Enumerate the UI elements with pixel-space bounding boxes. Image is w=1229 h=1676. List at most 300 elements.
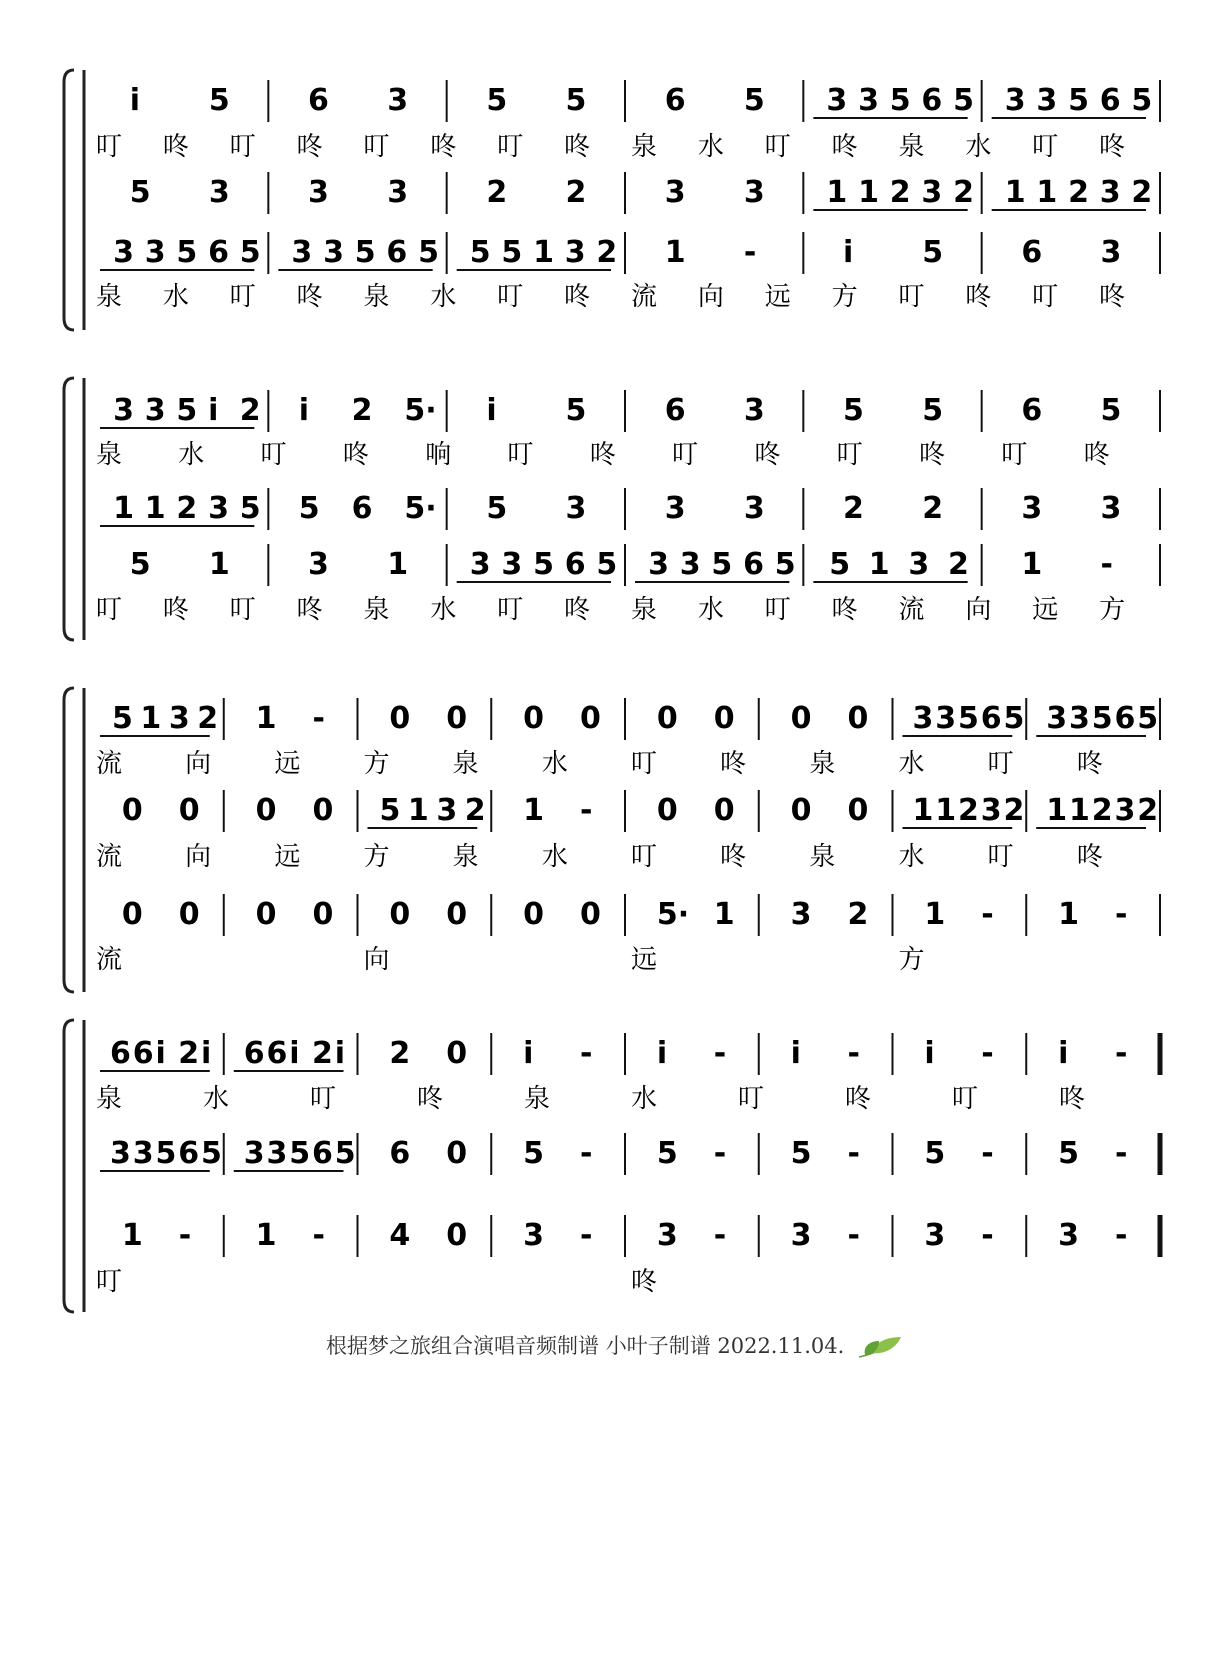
- note: 5·: [656, 897, 690, 932]
- note: -: [178, 1218, 192, 1253]
- note: 0: [847, 701, 869, 736]
- note: 5: [957, 701, 979, 736]
- lyric-char: 咚: [162, 595, 189, 625]
- note: 0: [656, 793, 678, 828]
- note: 5: [523, 1136, 545, 1171]
- note: 1: [113, 491, 134, 526]
- note: 1: [144, 491, 166, 526]
- note: 6: [921, 83, 943, 118]
- note: -: [847, 1036, 860, 1071]
- lyric-char: 咚: [564, 132, 591, 162]
- note: 1: [1004, 175, 1026, 210]
- lyric-char: 向: [185, 842, 212, 872]
- note: -: [847, 1136, 860, 1171]
- note: 2: [1091, 793, 1113, 828]
- lyric-char: 咚: [1059, 1084, 1086, 1114]
- lyric-char: 水: [898, 749, 925, 779]
- note: 0: [446, 701, 468, 736]
- note: 5: [922, 235, 944, 270]
- note: 3: [664, 175, 686, 210]
- note: 3: [113, 235, 134, 270]
- note: 5: [289, 1136, 311, 1171]
- note: 0: [847, 793, 869, 828]
- note: 0: [178, 793, 200, 828]
- note: 6: [1021, 393, 1043, 428]
- lyric-char: 方: [1099, 595, 1126, 625]
- note: 5: [418, 235, 439, 270]
- lyric-char: 泉: [96, 1084, 123, 1114]
- note: 2: [847, 897, 869, 932]
- note: i: [289, 1036, 300, 1071]
- note: -: [580, 1036, 593, 1071]
- note: 3: [743, 175, 765, 210]
- note: i: [155, 1036, 166, 1071]
- note: i: [523, 1036, 534, 1071]
- lyric-char: 流: [96, 945, 123, 975]
- note: 2: [351, 393, 373, 428]
- note: 2: [311, 1036, 333, 1071]
- lyric-char: 水: [541, 749, 568, 779]
- note: 3: [743, 393, 765, 428]
- note: 5: [924, 1136, 946, 1171]
- note: 5: [176, 235, 198, 270]
- lyric-char: 咚: [831, 132, 858, 162]
- note: 0: [255, 793, 277, 828]
- lyric-char: 水: [430, 282, 457, 312]
- note: 3: [501, 547, 523, 582]
- lyric-char: 叮: [363, 132, 390, 162]
- note: 1: [868, 547, 890, 582]
- note: 5: [298, 491, 320, 526]
- note: 2: [176, 491, 198, 526]
- note: 3: [935, 701, 957, 736]
- note: 0: [389, 701, 411, 736]
- note: -: [981, 897, 994, 932]
- note: 0: [713, 701, 735, 736]
- note: 3: [1036, 83, 1058, 118]
- note: 1: [1021, 547, 1043, 582]
- note: 5: [501, 235, 523, 270]
- note: 5: [176, 393, 198, 428]
- note: 0: [312, 897, 334, 932]
- note: 5: [1058, 1136, 1080, 1171]
- note: 2: [1131, 175, 1153, 210]
- note: 3: [1100, 491, 1122, 526]
- note: 6: [311, 1136, 333, 1171]
- note: 5: [354, 235, 376, 270]
- note: 5: [486, 491, 508, 526]
- lyric-char: 远: [274, 842, 301, 872]
- system-brace: [64, 378, 74, 640]
- note: 3: [308, 547, 329, 582]
- note: 3: [144, 393, 166, 428]
- lyric-char: 流: [96, 749, 123, 779]
- lyric-char: 咚: [589, 440, 616, 470]
- note: 1: [1058, 897, 1080, 932]
- note: 3: [564, 235, 586, 270]
- lyric-char: 流: [631, 282, 658, 312]
- note: 5: [208, 83, 230, 118]
- note: 5: [1003, 701, 1025, 736]
- lyric-char: 咚: [296, 595, 323, 625]
- note: 5: [743, 83, 765, 118]
- note: 1: [255, 1218, 277, 1253]
- note: 6: [980, 701, 1002, 736]
- note: 6: [1114, 701, 1136, 736]
- lyric-char: 叮: [229, 595, 256, 625]
- note: 3: [291, 235, 313, 270]
- note: i: [334, 1036, 346, 1071]
- lyric-char: 叮: [1001, 440, 1028, 470]
- note: 2: [239, 393, 261, 428]
- note: 1: [387, 547, 409, 582]
- note: 3: [208, 491, 229, 526]
- note: 3: [132, 1136, 154, 1171]
- note: 1: [208, 547, 230, 582]
- note: 6: [178, 1136, 200, 1171]
- note: 5: [953, 83, 974, 118]
- note: 2: [389, 1036, 411, 1071]
- note: 5: [565, 393, 587, 428]
- note: 3: [144, 235, 166, 270]
- lyric-char: 泉: [809, 749, 836, 779]
- lyric-char: 叮: [507, 440, 534, 470]
- note: 0: [255, 897, 277, 932]
- lyric-char: 水: [203, 1084, 230, 1114]
- note: 3: [523, 1218, 545, 1253]
- note: 0: [523, 897, 545, 932]
- note: 2: [1068, 175, 1089, 210]
- system-brace: [64, 1020, 74, 1312]
- note: 0: [121, 793, 143, 828]
- note: 5: [843, 393, 864, 428]
- note: 5: [200, 1136, 222, 1171]
- note: -: [713, 1036, 727, 1071]
- note: 6: [243, 1036, 265, 1071]
- lyric-char: 咚: [631, 1267, 658, 1297]
- note: 2: [889, 175, 911, 210]
- lyric-char: 咚: [1099, 132, 1126, 162]
- note: 2: [953, 175, 974, 210]
- note: 5: [711, 547, 733, 582]
- note: -: [312, 701, 325, 736]
- lyric-char: 咚: [1099, 282, 1126, 312]
- note: 1: [121, 1218, 143, 1253]
- note: 2: [957, 793, 979, 828]
- note: 6: [664, 393, 686, 428]
- note: 3: [679, 547, 701, 582]
- note: 5: [155, 1136, 177, 1171]
- lyric-char: 向: [965, 595, 992, 625]
- note: 5: [533, 547, 554, 582]
- note: 5: [469, 235, 491, 270]
- note: 4: [389, 1218, 411, 1253]
- note: 5: [656, 1136, 678, 1171]
- note: 3: [826, 83, 848, 118]
- note: 5·: [404, 491, 437, 526]
- lyric-char: 方: [898, 945, 925, 975]
- note: 3: [243, 1136, 265, 1171]
- note: -: [713, 1136, 727, 1171]
- lyric-char: 水: [965, 132, 992, 162]
- lyric-char: 咚: [564, 282, 591, 312]
- lyric-char: 水: [430, 595, 457, 625]
- lyric-char: 水: [541, 842, 568, 872]
- lyric-char: 叮: [836, 440, 863, 470]
- note: 3: [266, 1136, 288, 1171]
- note: 5: [790, 1136, 812, 1171]
- note: 0: [446, 1218, 468, 1253]
- note: 3: [168, 701, 190, 736]
- lyric-char: 泉: [452, 749, 479, 779]
- note: 0: [178, 897, 200, 932]
- note: 5·: [404, 393, 437, 428]
- note: 3: [1114, 793, 1136, 828]
- lyric-char: 方: [831, 282, 858, 312]
- lyric-char: 水: [697, 595, 724, 625]
- note: 5: [1068, 83, 1089, 118]
- note: 6: [132, 1036, 154, 1071]
- note: 6: [1099, 83, 1121, 118]
- note: 3: [1068, 701, 1090, 736]
- note: 5: [774, 547, 796, 582]
- note: 5: [596, 547, 618, 582]
- lyric-char: 叮: [987, 749, 1014, 779]
- lyric-char: 叮: [764, 132, 791, 162]
- note: -: [1100, 547, 1113, 582]
- note: 3: [656, 1218, 678, 1253]
- lyric-char: 泉: [96, 282, 123, 312]
- note: 5: [1137, 701, 1159, 736]
- lyric-char: 泉: [524, 1084, 551, 1114]
- note: 2: [1003, 793, 1025, 828]
- leaf-icon: [857, 1335, 903, 1361]
- note: 3: [387, 83, 409, 118]
- note: -: [580, 1136, 593, 1171]
- note: 6: [564, 547, 586, 582]
- note: 0: [580, 701, 601, 736]
- note: 2: [596, 235, 618, 270]
- lyric-char: 咚: [1076, 842, 1103, 872]
- lyric-char: 咚: [564, 595, 591, 625]
- note: 3: [308, 175, 329, 210]
- note: -: [1115, 1218, 1128, 1253]
- lyric-char: 向: [363, 945, 390, 975]
- note: -: [713, 1218, 727, 1253]
- lyric-char: 叮: [96, 132, 123, 162]
- note: 3: [387, 175, 409, 210]
- note: 6: [664, 83, 686, 118]
- note: 3: [208, 175, 230, 210]
- lyric-char: 叮: [96, 1267, 123, 1297]
- note: 1: [1046, 793, 1068, 828]
- note: 5: [334, 1136, 356, 1171]
- note: 6: [389, 1136, 411, 1171]
- lyric-char: 叮: [672, 440, 699, 470]
- note: 1: [912, 793, 934, 828]
- lyric-char: 叮: [497, 595, 524, 625]
- note: 3: [912, 701, 934, 736]
- footer: [0, 1330, 1229, 1361]
- lyric-char: 咚: [1083, 440, 1110, 470]
- note: 6: [109, 1036, 131, 1071]
- lyric-char: 咚: [296, 282, 323, 312]
- note: 3: [1058, 1218, 1080, 1253]
- note: -: [981, 1218, 994, 1253]
- note: 5: [239, 235, 261, 270]
- note: 2: [197, 701, 219, 736]
- note: 3: [1100, 235, 1122, 270]
- system-brace: [64, 70, 74, 330]
- lyric-char: 泉: [452, 842, 479, 872]
- lyric-char: 咚: [162, 132, 189, 162]
- note: 3: [323, 235, 344, 270]
- lyric-char: 叮: [631, 749, 658, 779]
- note: -: [847, 1218, 860, 1253]
- lyric-char: 叮: [497, 132, 524, 162]
- note: 2: [486, 175, 508, 210]
- note: 5: [1131, 83, 1153, 118]
- lyric-char: 咚: [720, 749, 747, 779]
- lyric-char: 流: [898, 595, 925, 625]
- lyric-char: 叮: [229, 132, 256, 162]
- note: 3: [924, 1218, 946, 1253]
- note: 6: [266, 1036, 288, 1071]
- note: 0: [446, 1036, 468, 1071]
- note: i: [656, 1036, 668, 1071]
- note: 5: [1100, 393, 1122, 428]
- note: 5: [829, 547, 851, 582]
- note: 5: [889, 83, 911, 118]
- note: 3: [1046, 701, 1068, 736]
- note: 2: [565, 175, 587, 210]
- lyric-char: 叮: [898, 282, 925, 312]
- system-brace: [64, 688, 74, 992]
- lyric-char: 水: [178, 440, 205, 470]
- note: 0: [656, 701, 678, 736]
- note: -: [580, 1218, 593, 1253]
- lyric-char: 咚: [919, 440, 946, 470]
- note: 0: [121, 897, 143, 932]
- note: 1: [523, 793, 545, 828]
- note: 6: [386, 235, 408, 270]
- note: 1: [713, 897, 735, 932]
- note: -: [1115, 1136, 1128, 1171]
- note: 6: [351, 491, 373, 526]
- note: 1: [826, 175, 848, 210]
- lyric-char: 咚: [296, 132, 323, 162]
- lyric-char: 叮: [1032, 132, 1059, 162]
- note: 5: [922, 393, 944, 428]
- lyric-char: 叮: [260, 440, 287, 470]
- note: 0: [523, 701, 545, 736]
- lyric-char: 咚: [720, 842, 747, 872]
- note: 3: [921, 175, 943, 210]
- lyric-char: 咚: [342, 440, 369, 470]
- lyric-char: 泉: [96, 440, 123, 470]
- note: i: [790, 1036, 801, 1071]
- note: i: [129, 83, 141, 118]
- lyric-char: 叮: [987, 842, 1014, 872]
- lyric-char: 咚: [965, 282, 992, 312]
- note: i: [208, 393, 219, 428]
- lyric-char: 叮: [96, 595, 123, 625]
- lyric-char: 咚: [831, 595, 858, 625]
- lyric-char: 远: [274, 749, 301, 779]
- lyric-char: 泉: [363, 595, 390, 625]
- note: -: [743, 235, 757, 270]
- note: 2: [178, 1036, 200, 1071]
- lyric-char: 水: [162, 282, 189, 312]
- note: 6: [208, 235, 229, 270]
- lyric-char: 叮: [310, 1084, 337, 1114]
- lyric-char: 叮: [738, 1084, 765, 1114]
- lyric-char: 水: [697, 132, 724, 162]
- note: 5: [129, 175, 151, 210]
- note: 0: [446, 897, 468, 932]
- note: 2: [922, 491, 944, 526]
- lyric-char: 泉: [363, 282, 390, 312]
- note: 5: [129, 547, 151, 582]
- note: 1: [407, 793, 429, 828]
- lyric-char: 叮: [229, 282, 256, 312]
- note: 5: [486, 83, 508, 118]
- note: 3: [858, 83, 879, 118]
- note: 0: [446, 1136, 468, 1171]
- note: 0: [790, 793, 812, 828]
- note: 3: [908, 547, 930, 582]
- lyric-char: 流: [96, 842, 123, 872]
- note: i: [924, 1036, 935, 1071]
- note: 3: [469, 547, 491, 582]
- note: 5: [111, 701, 133, 736]
- note: 1: [935, 793, 957, 828]
- lyric-char: 水: [898, 842, 925, 872]
- lyric-char: 泉: [631, 595, 658, 625]
- note: 1: [924, 897, 946, 932]
- note: 3: [790, 897, 812, 932]
- note: i: [843, 235, 854, 270]
- note: 5: [1091, 701, 1113, 736]
- lyric-char: 远: [631, 945, 658, 975]
- note: 0: [389, 897, 411, 932]
- note: 0: [580, 897, 601, 932]
- note: 1: [858, 175, 879, 210]
- note: 3: [1004, 83, 1026, 118]
- footer-credit-text: 根据梦之旅组合演唱音频制谱 小叶子制谱 2022.11.04.: [326, 1334, 845, 1358]
- note: 6: [308, 83, 329, 118]
- note: -: [1115, 897, 1128, 932]
- lyric-char: 咚: [417, 1084, 444, 1114]
- lyric-char: 泉: [631, 132, 658, 162]
- note: -: [312, 1218, 325, 1253]
- note: 1: [533, 235, 554, 270]
- note: 2: [843, 491, 864, 526]
- note: 5: [239, 491, 261, 526]
- note: 2: [464, 793, 486, 828]
- lyric-char: 咚: [754, 440, 781, 470]
- lyric-char: 向: [185, 749, 212, 779]
- note: 1: [255, 701, 277, 736]
- note: 5: [379, 793, 401, 828]
- note: 3: [113, 393, 134, 428]
- lyric-char: 响: [425, 440, 452, 470]
- lyric-char: 向: [697, 282, 724, 312]
- lyric-char: 叮: [764, 595, 791, 625]
- note: 1: [140, 701, 162, 736]
- lyric-char: 方: [363, 842, 390, 872]
- note: 0: [312, 793, 334, 828]
